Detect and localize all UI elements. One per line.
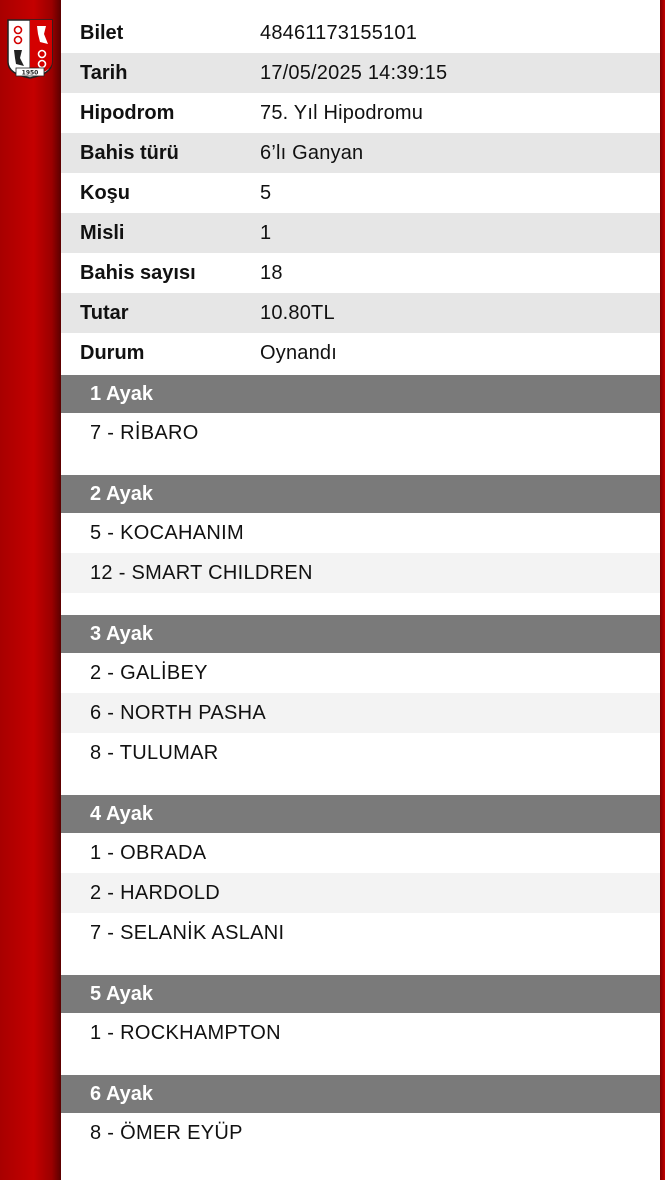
leg-header: 2 Ayak <box>61 475 660 513</box>
info-row-bahis-turu <box>61 133 660 173</box>
horse-row: 5 - KOCAHANIM <box>90 521 244 544</box>
info-row-kosu <box>61 173 660 213</box>
legs-list <box>61 375 660 1153</box>
horse-row: 1 - ROCKHAMPTON <box>90 1021 281 1044</box>
info-value: 18 <box>260 261 283 284</box>
info-value: 75. Yıl Hipodromu <box>260 101 424 124</box>
info-row-durum <box>61 333 660 373</box>
leg-section-1 <box>61 375 660 475</box>
horse-row: 1 - OBRADA <box>90 841 207 864</box>
info-label: Koşu <box>80 181 130 204</box>
info-value: 17/05/2025 14:39:15 <box>260 61 448 84</box>
horse-row: 2 - HARDOLD <box>61 873 660 913</box>
leg-header: 4 Ayak <box>61 795 660 833</box>
info-row-misli <box>61 213 660 253</box>
info-label: Misli <box>80 221 125 244</box>
ticket-content <box>61 13 660 1153</box>
info-label: Bilet <box>80 21 124 44</box>
info-label: Bahis türü <box>80 141 179 164</box>
horse-row: 7 - RİBARO <box>90 421 199 444</box>
info-row-hipodrom <box>61 93 660 133</box>
horse-row: 7 - SELANİK ASLANI <box>90 921 285 944</box>
info-value: 48461173155101 <box>260 21 418 44</box>
info-row-bahis-sayisi <box>61 253 660 293</box>
info-row-bilet <box>61 13 660 53</box>
horse-row: 8 - ÖMER EYÜP <box>90 1121 243 1144</box>
leg-section-3 <box>61 615 660 795</box>
info-value: Oynandı <box>260 341 338 364</box>
info-label: Tarih <box>80 61 128 84</box>
leg-section-5 <box>61 975 660 1075</box>
leg-header: 6 Ayak <box>61 1075 660 1113</box>
info-label: Durum <box>80 341 145 364</box>
info-row-tarih <box>61 53 660 93</box>
info-label: Hipodrom <box>80 101 175 124</box>
info-value: 10.80TL <box>260 301 335 324</box>
info-row-tutar <box>61 293 660 333</box>
info-value: 6’lı Ganyan <box>260 141 364 164</box>
info-value: 5 <box>260 181 272 204</box>
horse-row: 6 - NORTH PASHA <box>61 693 660 733</box>
leg-section-6 <box>61 1075 660 1153</box>
horse-row: 8 - TULUMAR <box>90 741 219 764</box>
right-side-bar <box>660 0 665 1180</box>
club-emblem-icon <box>6 18 54 80</box>
leg-header: 5 Ayak <box>61 975 660 1013</box>
horse-row: 2 - GALİBEY <box>90 661 208 684</box>
left-side-bar <box>0 0 61 1180</box>
ticket-info-table <box>61 13 660 373</box>
leg-header: 1 Ayak <box>61 375 660 413</box>
info-label: Bahis sayısı <box>80 261 196 284</box>
leg-header: 3 Ayak <box>61 615 660 653</box>
info-value: 1 <box>260 221 272 244</box>
logo-year-text: 1950 <box>21 69 39 77</box>
horse-row: 12 - SMART CHILDREN <box>61 553 660 593</box>
info-label: Tutar <box>80 301 129 324</box>
leg-section-2 <box>61 475 660 615</box>
leg-section-4 <box>61 795 660 975</box>
